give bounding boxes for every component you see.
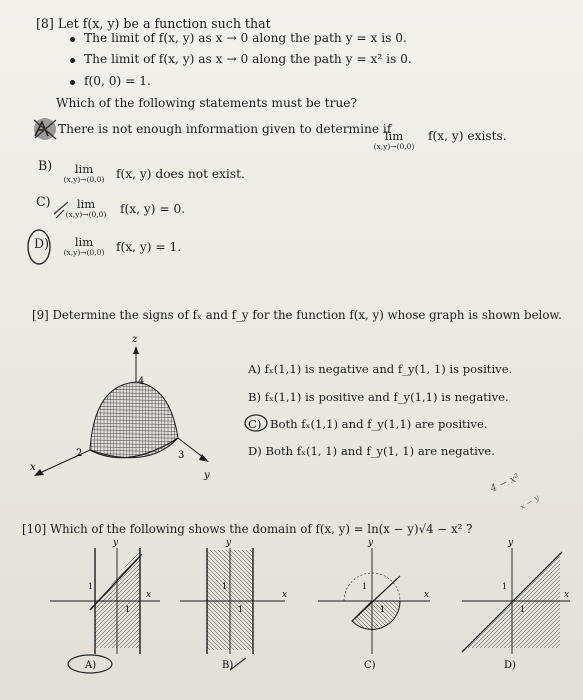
graph-d-label: D)	[504, 660, 516, 671]
limit-c: lim (x,y)→(0,0)	[65, 197, 107, 219]
graph-a-tick-y: 1	[88, 582, 94, 591]
q9-option-d[interactable]: D) Both fₓ(1, 1) and f_y(1, 1) are negative.	[248, 444, 495, 458]
mesh-line	[83, 464, 188, 466]
scribble-1: 4 − x²	[488, 472, 522, 495]
graph-b	[180, 538, 287, 654]
mesh-line	[83, 460, 188, 462]
graph-d-x: x	[564, 590, 570, 600]
bullet-3	[70, 80, 75, 85]
graph-a-label: A)	[85, 660, 97, 671]
q10-header: [10] Which of the following shows the domain of f(x, y) = ln(x − y)√4 − x² ?	[22, 522, 473, 536]
graph-c-tick-x: 1	[380, 605, 386, 614]
graph-b-x: x	[282, 590, 288, 600]
q9-option-c-label[interactable]: C)	[248, 417, 262, 431]
graph-c-x: x	[424, 590, 430, 600]
option-a-scribble	[30, 114, 60, 144]
q8-option-d-label[interactable]: D)	[34, 236, 50, 251]
graph-a-x: x	[146, 590, 152, 600]
q8-option-c-after: f(x, y) = 0.	[120, 202, 186, 216]
q8-bullet-2: The limit of f(x, y) as x → 0 along the path y = x² is 0.	[84, 52, 412, 66]
graph-b-tick-x: 1	[238, 605, 244, 614]
q10-graphs	[0, 536, 583, 700]
graph-a-tick-x: 1	[125, 605, 131, 614]
limit-b: lim (x,y)→(0,0)	[63, 162, 105, 184]
scribble-2: x − y	[518, 493, 541, 512]
handwritten-notes	[488, 462, 568, 520]
q8-option-b-label[interactable]: B)	[38, 158, 53, 173]
q9-option-c[interactable]: Both fₓ(1,1) and f_y(1,1) are positive.	[270, 417, 488, 431]
q9-header: [9] Determine the signs of fₓ and f_y for the function f(x, y) whose graph is shown below.	[32, 308, 562, 322]
limit-d: lim (x,y)→(0,0)	[63, 235, 105, 257]
graph-a-y: y	[113, 538, 119, 548]
tick-2: 2	[76, 448, 83, 459]
axis-y-label: y	[204, 470, 210, 481]
q8-bullet-3: f(0, 0) = 1.	[84, 74, 151, 88]
graph-c-tick-y: 1	[362, 582, 368, 591]
graph-b-y: y	[226, 538, 232, 548]
q8-option-a-after: f(x, y) exists.	[428, 129, 507, 143]
bullet-2	[70, 58, 75, 63]
graph-b-label: B)	[222, 660, 234, 671]
limit-a: lim (x,y)→(0,0)	[373, 129, 415, 151]
q8-question: Which of the following statements must be true?	[56, 96, 358, 110]
graph-d-tick-y: 1	[502, 582, 508, 591]
graph-d-tick-x: 1	[520, 605, 526, 614]
tick-3: 3	[178, 450, 185, 461]
tick-4: 4	[138, 376, 145, 387]
q8-option-b-after: f(x, y) does not exist.	[116, 167, 245, 181]
q8-header: [8] Let f(x, y) be a function such that	[36, 16, 271, 31]
q9-option-a[interactable]: A) fₓ(1,1) is negative and f_y(1, 1) is positive.	[248, 362, 513, 376]
q8-bullet-1: The limit of f(x, y) as x → 0 along the path y = x is 0.	[84, 31, 407, 45]
graph-c-label: C)	[364, 660, 376, 671]
surface-graph	[28, 330, 218, 490]
graph-d	[462, 538, 570, 654]
graph-c	[318, 538, 430, 654]
q8-option-c-label[interactable]: C)	[36, 194, 51, 209]
bullet-1	[70, 37, 75, 42]
graph-c-y: y	[368, 538, 374, 548]
q8-option-d-after: f(x, y) = 1.	[116, 240, 182, 254]
graph-a	[50, 538, 160, 654]
q8-option-a-text[interactable]: There is not enough information given to determine if	[58, 122, 392, 136]
axis-x-label: x	[30, 462, 36, 473]
graph-b-tick-y: 1	[222, 582, 228, 591]
q9-option-b[interactable]: B) fₓ(1,1) is positive and f_y(1,1) is negative.	[248, 390, 509, 404]
axis-z-label: z	[132, 334, 138, 345]
graph-d-y: y	[508, 538, 514, 548]
